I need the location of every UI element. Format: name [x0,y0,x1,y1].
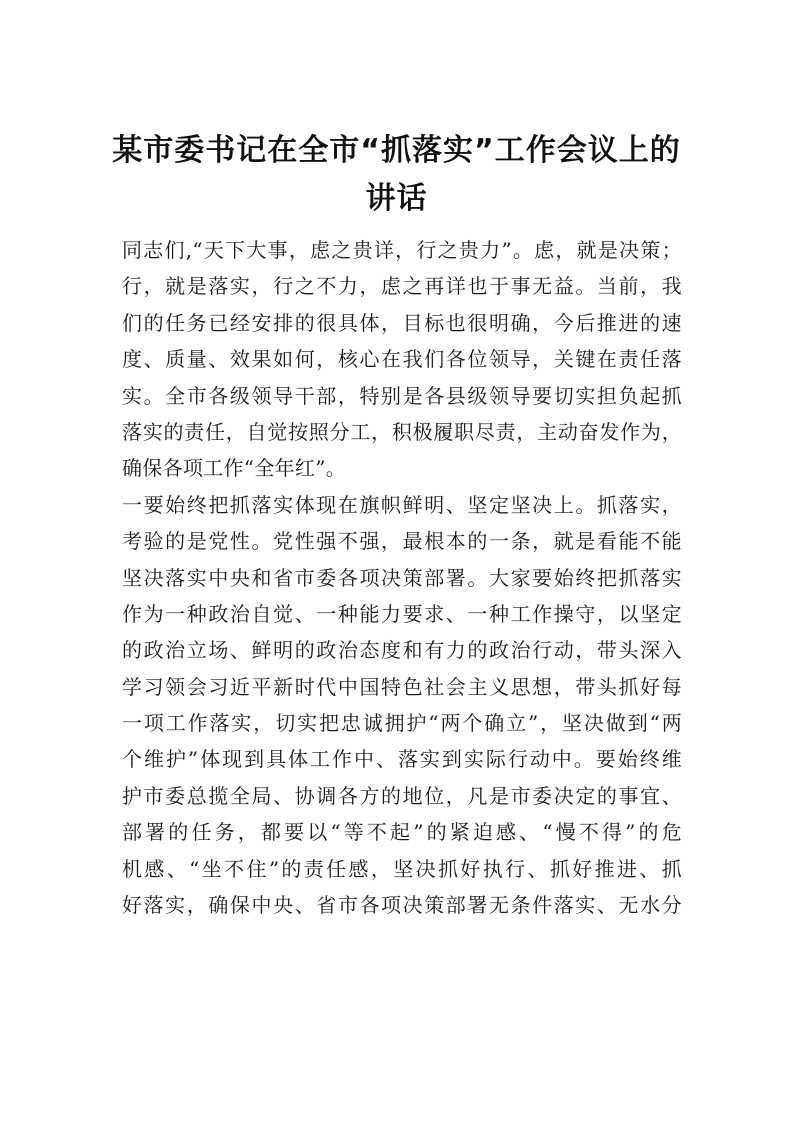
body-line: 们的任务已经安排的很具体，目标也很明确，今后推进的速 [122,310,682,335]
body-line: 坚决落实中央和省市委各项决策部署。大家要始终把抓落实 [122,565,682,590]
body-line: 护市委总揽全局、协调各方的地位，凡是市委决定的事宜、 [122,783,682,808]
body-line: 考验的是党性。党性强不强，最根本的一条，就是看能不能 [122,529,682,554]
body-line: 个维护”体现到具体工作中、落实到实际行动中。要始终维 [122,747,682,772]
body-line: 的政治立场、鲜明的政治态度和有力的政治行动，带头深入 [122,638,682,663]
body-line: 好落实，确保中央、省市各项决策部署无条件落实、无水分 [122,893,682,918]
document-body [122,232,682,923]
body-line: 同志们,“天下大事，虑之贵详，行之贵力”。虑，就是决策； [122,238,682,262]
body-line: 落实的责任，自觉按照分工，积极履职尽责，主动奋发作为， [122,419,682,444]
body-line: 学习领会习近平新时代中国特色社会主义思想，带头抓好每 [122,674,682,699]
body-line: 行，就是落实，行之不力，虑之再详也于事无益。当前，我 [122,274,682,299]
body-line: 一要始终把抓落实体现在旗帜鲜明、坚定坚决上。抓落实， [122,492,682,517]
body-line: 一项工作落实，切实把忠诚拥护“两个确立”，坚决做到“两 [122,711,682,736]
body-line: 度、质量、效果如何，核心在我们各位领导，关键在责任落 [122,347,682,372]
body-line: 作为一种政治自觉、一种能力要求、一种工作操守，以坚定 [122,601,682,626]
body-line: 确保各项工作“全年红”。 [122,456,347,481]
body-line: 部署的任务，都要以“等不起”的紧迫感、“慢不得”的危 [122,820,682,845]
document-title-line-2: 讲话 [365,181,428,216]
body-line: 机感、“坐不住”的责任感，坚决抓好执行、抓好推进、抓 [122,856,682,881]
body-line: 实。全市各级领导干部，特别是各县级领导要切实担负起抓 [122,383,682,408]
document-title-line-1: 某市委书记在全市“抓落实”工作会议上的 [112,133,681,168]
